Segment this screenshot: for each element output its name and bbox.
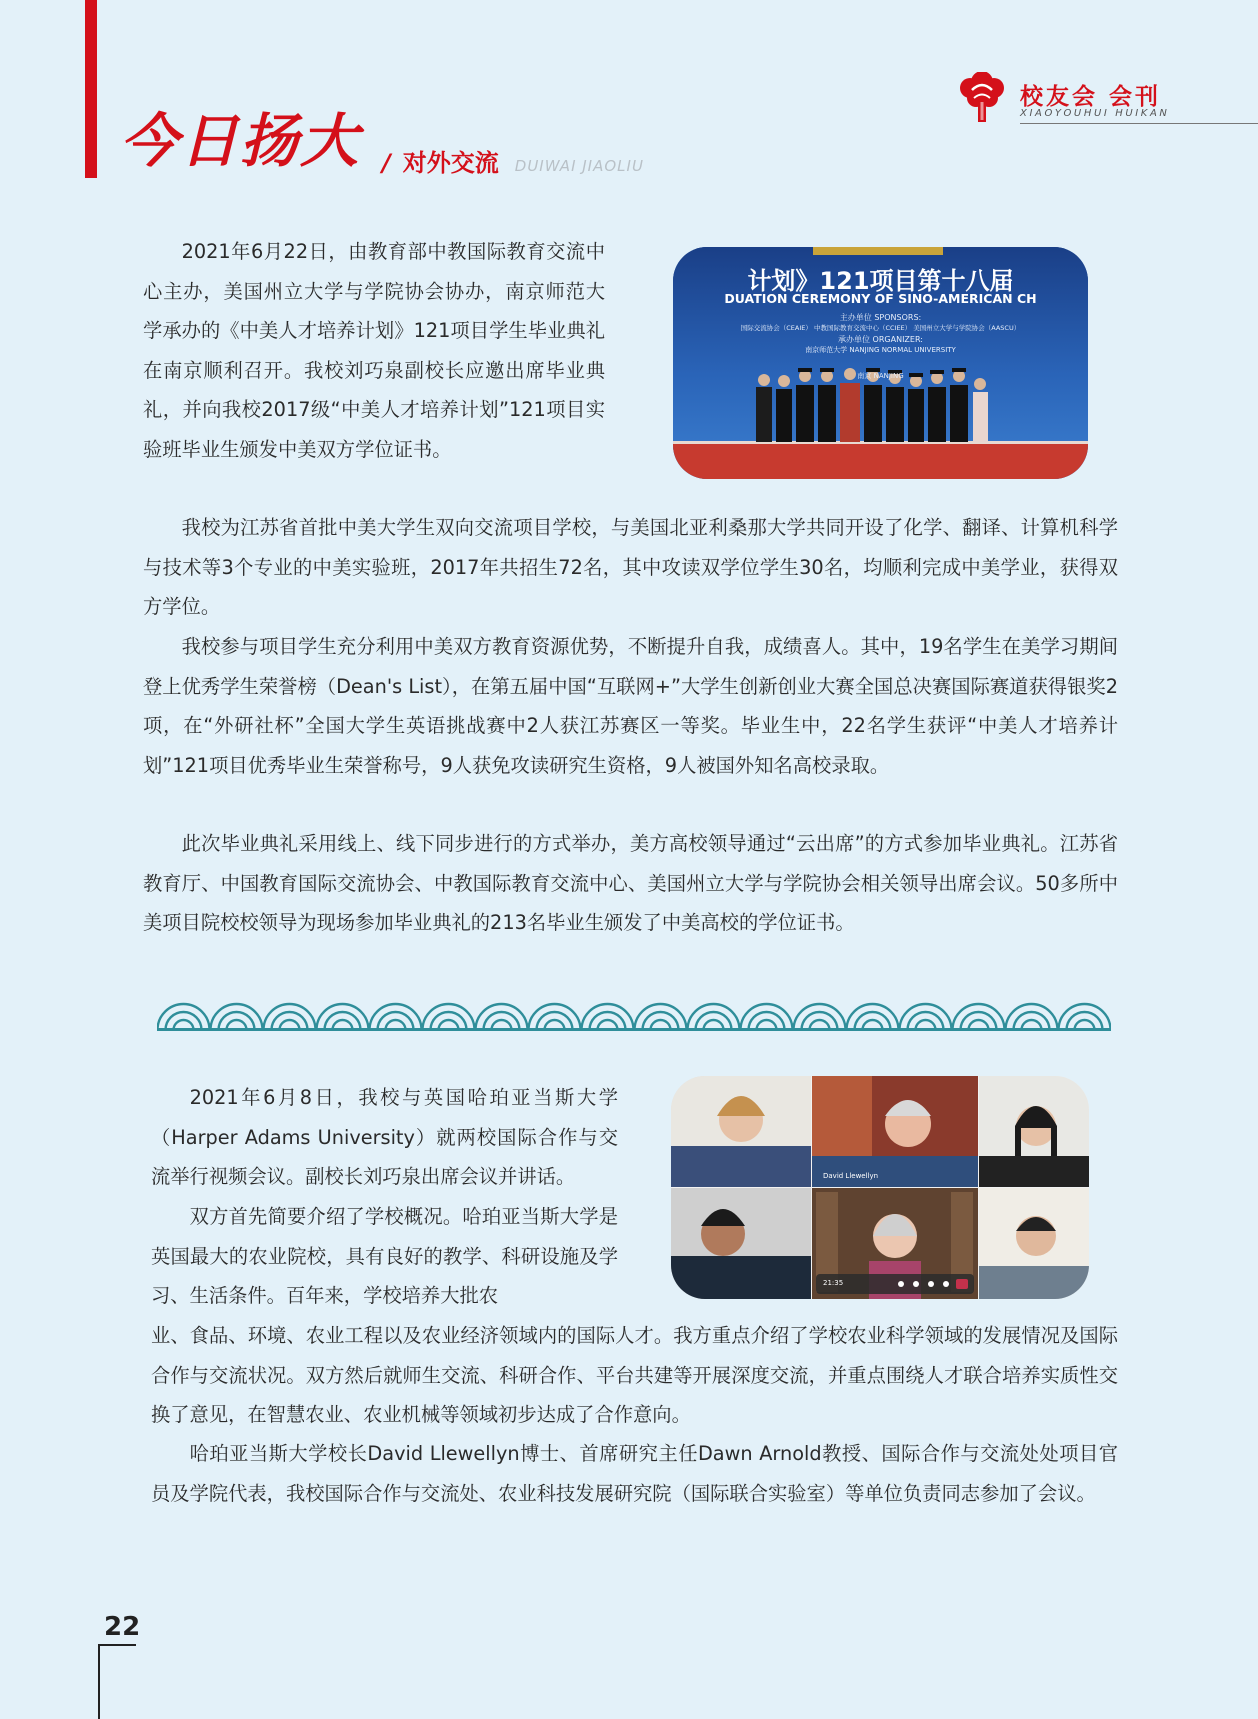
article1-paragraph-1: 2021年6月22日，由教育部中教国际教育交流中心主办，美国州立大学与学院协会协办，南京师范大学承办的《中美人才培养计划》121项目学生毕业典礼在南京顺利召开。我校刘巧泉副校长应邀出席毕业典礼，并向我校2017级“中美人才培养计划”121项目实验班毕业生颁发中美双方学位证书。 — [143, 240, 605, 461]
subtitle-slash: / — [382, 149, 391, 177]
ceremony-location: 南京 NANJING — [857, 372, 904, 380]
organizer-label: 承办单位 ORGANIZER: — [838, 335, 923, 344]
article1-paragraph-3: 我校参与项目学生充分利用中美双方教育资源优势，不断提升自我，成绩喜人。其中，19名学生在美学习期间登上优秀学生荣誉榜（Dean's List），在第五届中国“互联网+”大学生创新创业大赛全国总决赛国际赛道获得银奖2项，在“外研社杯”全国大学生英语挑战赛中2人获江苏赛区一等奖。毕业生中，22名学生获评“中美人才培养计划”121项目优秀毕业生荣誉称号，9人获免攻读研究生资格，9人被国外知名高校录取。 — [143, 635, 1118, 777]
sponsor-label: 主办单位 SPONSORS: — [839, 313, 922, 322]
banner-line-1: 计划》121项目第十八届 — [747, 267, 1014, 295]
subsection-title: 对外交流 — [402, 149, 499, 177]
sponsor-names: 国际交流协会（CEAIE） 中教国际教育交流中心（CCIEE） 美国州立大学与学院协会（AASCU） — [740, 324, 1021, 332]
article2-paragraph-3: 哈珀亚当斯大学校长David Llewellyn博士、首席研究主任Dawn Arnold教授、国际合作与交流处处项目官员及学院代表，我校国际合作与交流处、农业科技发展研究院（国际联合实验室）等单位负责同志参加了会议。 — [151, 1442, 1118, 1505]
video-conference-photo — [671, 1076, 1089, 1299]
article2-paragraph-2-start: 双方首先简要介绍了学校概况。哈珀亚当斯大学是英国最大的农业院校，具有良好的教学、科研设施及学习、生活条件。百年来，学校培养大批农 — [151, 1205, 618, 1307]
meeting-clock: 21:35 — [823, 1279, 844, 1287]
alumni-association-logo-icon — [958, 72, 1006, 124]
header-rule — [1020, 123, 1258, 124]
graduation-ceremony-photo — [673, 247, 1088, 479]
page-corner-line-vertical — [98, 1644, 100, 1719]
subsection-pinyin: DUIWAI JIAOLIU — [514, 157, 644, 175]
page-number: 22 — [104, 1612, 141, 1642]
magazine-title: 校友会 会刊 — [1020, 84, 1162, 110]
section-title: 今日扬大 — [120, 107, 361, 175]
subsection-heading — [382, 143, 644, 178]
magazine-pinyin: XIAOYOUHUI HUIKAN — [1020, 108, 1170, 119]
article1-paragraph-4: 此次毕业典礼采用线上、线下同步进行的方式举办，美方高校领导通过“云出席”的方式参加毕业典礼。江苏省教育厅、中国教育国际交流协会、中教国际教育交流中心、美国州立大学与学院协会相关领导出席会议。50多所中美项目院校校领导为现场参加毕业典礼的213名毕业生颁发了中美高校的学位证书。 — [143, 832, 1118, 934]
wave-pattern-divider — [157, 998, 1111, 1032]
page-corner-line-horizontal — [98, 1644, 136, 1646]
participant-name-tag: David Llewellyn — [823, 1172, 879, 1180]
article2-paragraph-2-continued: 业、食品、环境、农业工程以及农业经济领域内的国际人才。我方重点介绍了学校农业科学领域的发展情况及国际合作与交流状况。双方然后就师生交流、科研合作、平台共建等开展深度交流，并重点围绕人才联合培养实质性交换了意见，在智慧农业、农业机械等领域初步达成了合作意向。 — [151, 1324, 1118, 1426]
organizer-name: 南京师范大学 NANJING NORMAL UNIVERSITY — [805, 346, 956, 354]
article2-paragraph-1: 2021年6月8日，我校与英国哈珀亚当斯大学（Harper Adams University）就两校国际合作与交流举行视频会议。副校长刘巧泉出席会议并讲话。 — [151, 1086, 618, 1188]
header-accent-bar — [85, 0, 97, 178]
banner-line-2: DUATION CEREMONY OF SINO-AMERICAN CH — [724, 291, 1037, 306]
article1-paragraph-2: 我校为江苏省首批中美大学生双向交流项目学校，与美国北亚利桑那大学共同开设了化学、翻译、计算机科学与技术等3个专业的中美实验班，2017年共招生72名，其中攻读双学位学生30名，均顺利完成中美学业，获得双方学位。 — [143, 516, 1118, 618]
